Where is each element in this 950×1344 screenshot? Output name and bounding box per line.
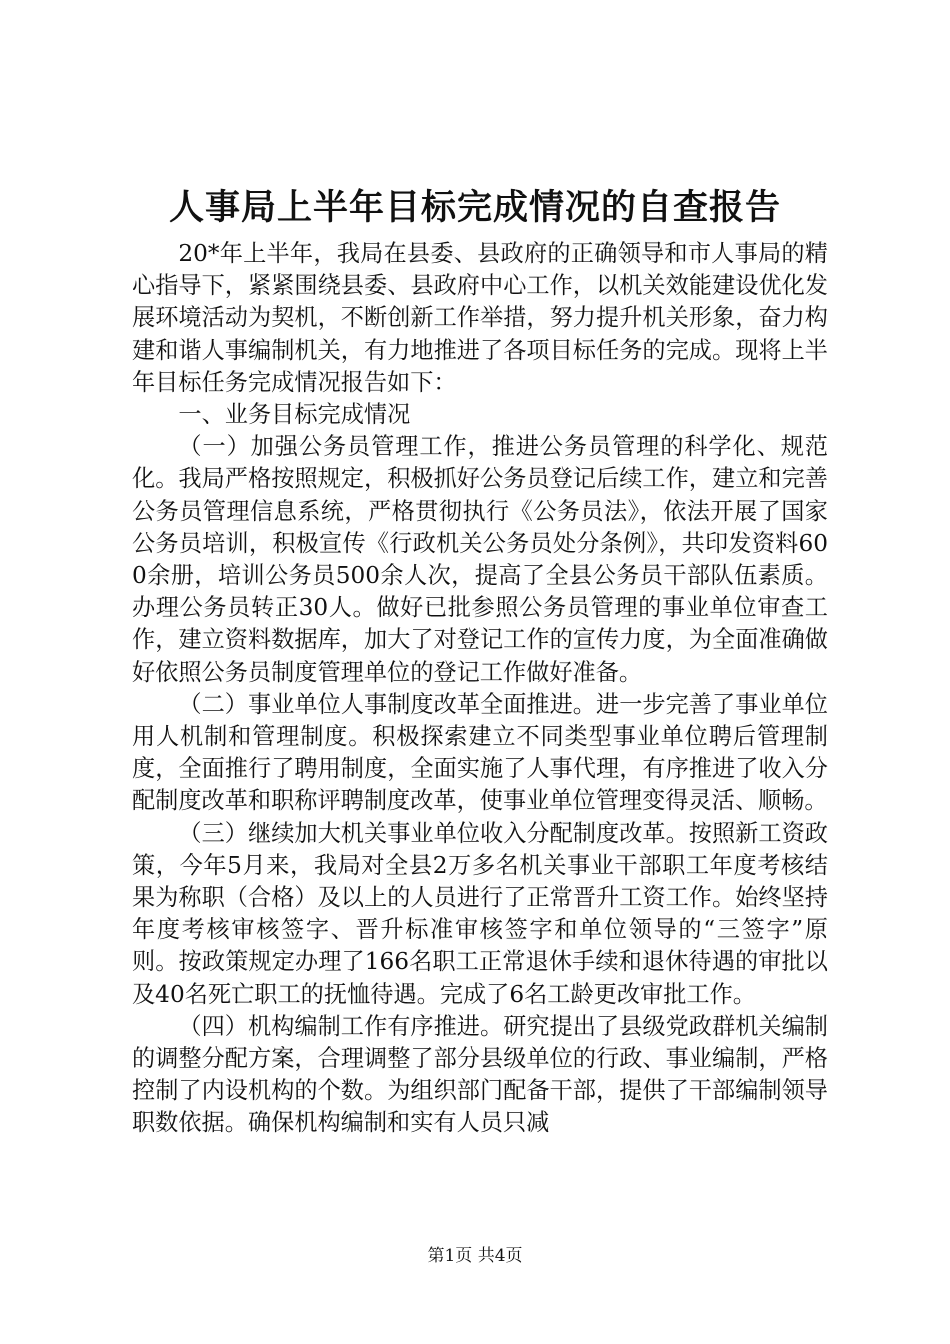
paragraph-staffing: （四）机构编制工作有序推进。研究提出了县级党政群机关编制的调整分配方案，合理调整了部分县级单位的行政、事业编制，严格控制了内设机构的个数。为组织部门配备干部，提供了干部编制领导职数依据。确保机构编制和实有人员只减: [132, 1012, 828, 1137]
intro-paragraph: 20*年上半年，我局在县委、县政府的正确领导和市人事局的精心指导下，紧紧围绕县委、县政府中心工作，以机关效能建设优化发展环境活动为契机，不断创新工作举措，努力提升机关形象，奋力构建和谐人事编制机关，有力地推进了各项目标任务的完成。现将上半年目标任务完成情况报告如下：: [132, 240, 828, 396]
paragraph-civil-servant: （一）加强公务员管理工作，推进公务员管理的科学化、规范化。我局严格按照规定，积极抓好公务员登记后续工作，建立和完善公务员管理信息系统，严格贯彻执行《公务员法》，依法开展了国家公务员培训，积极宣传《行政机关公务员处分条例》，共印发资料600余册，培训公务员500余人次，提高了全县公务员干部队伍素质。办理公务员转正30人。做好已批参照公务员管理的事业单位审查工作，建立资料数据库，加大了对登记工作的宣传力度，为全面准确做好依照公务员制度管理单位的登记工作做好准备。: [132, 433, 828, 686]
page-footer: 第1页 共4页: [427, 1246, 523, 1266]
document-body: [132, 238, 828, 1140]
paragraph-income-reform: （三）继续加大机关事业单位收入分配制度改革。按照新工资政策，今年5月来，我局对全县2万多名机关事业干部职工年度考核结果为称职（合格）及以上的人员进行了正常晋升工资工作。始终坚持年度考核审核签字、晋升标准审核签字和单位领导的“三签字”原则。按政策规定办理了166名职工正常退休手续和退休待遇的审批以及40名死亡职工的抚恤待遇。完成了6名工龄更改审批工作。: [132, 819, 828, 1008]
paragraph-institution-reform: （二）事业单位人事制度改革全面推进。进一步完善了事业单位用人机制和管理制度。积极探索建立不同类型事业单位聘后管理制度，全面推行了聘用制度，全面实施了人事代理，有序推进了收入分配制度改革和职称评聘制度改革，使事业单位管理变得灵活、顺畅。: [132, 690, 828, 815]
document-title: 人事局上半年目标完成情况的自查报告: [168, 187, 781, 228]
section-heading: 一、业务目标完成情况: [178, 401, 411, 429]
